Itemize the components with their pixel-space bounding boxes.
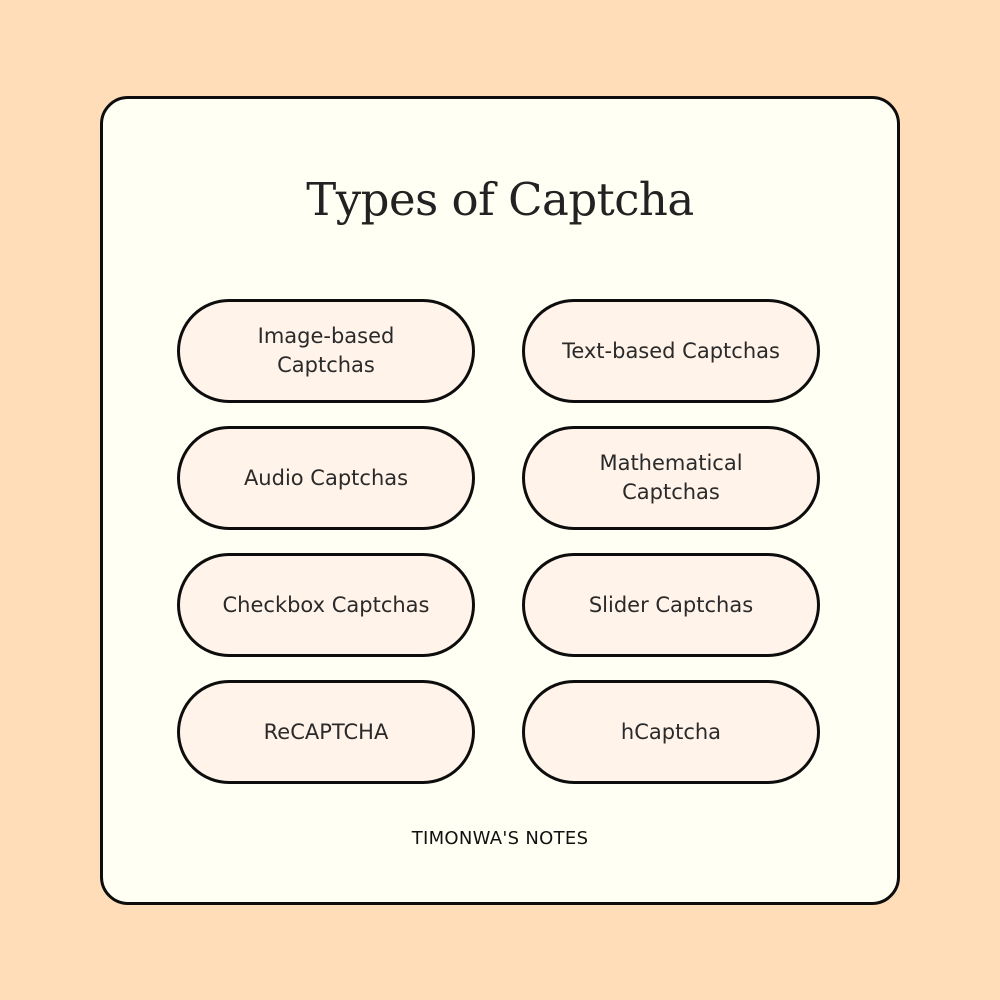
captcha-type-audio [177, 426, 475, 530]
captcha-type-label: Slider Captchas [588, 592, 754, 617]
captcha-type-recaptcha [177, 680, 475, 784]
captcha-type-label: Image-based Captchas [257, 324, 395, 377]
captcha-type-mathematical [522, 426, 820, 530]
captcha-type-label: hCaptcha [620, 719, 722, 744]
captcha-type-label: Checkbox Captchas [222, 592, 430, 617]
captcha-type-label: Mathematical Captchas [599, 451, 743, 504]
captcha-type-hcaptcha [522, 680, 820, 784]
captcha-type-checkbox [177, 553, 475, 657]
captcha-type-label: ReCAPTCHA [263, 719, 389, 744]
diagram-title: Types of Captcha [306, 173, 694, 226]
captcha-type-label: Text-based Captchas [562, 338, 780, 363]
footer-credit: TIMONWA'S NOTES [411, 828, 589, 849]
captcha-type-slider [522, 553, 820, 657]
captcha-type-label: Audio Captchas [243, 465, 409, 490]
captcha-type-image-based [177, 299, 475, 403]
captcha-type-text-based [522, 299, 820, 403]
